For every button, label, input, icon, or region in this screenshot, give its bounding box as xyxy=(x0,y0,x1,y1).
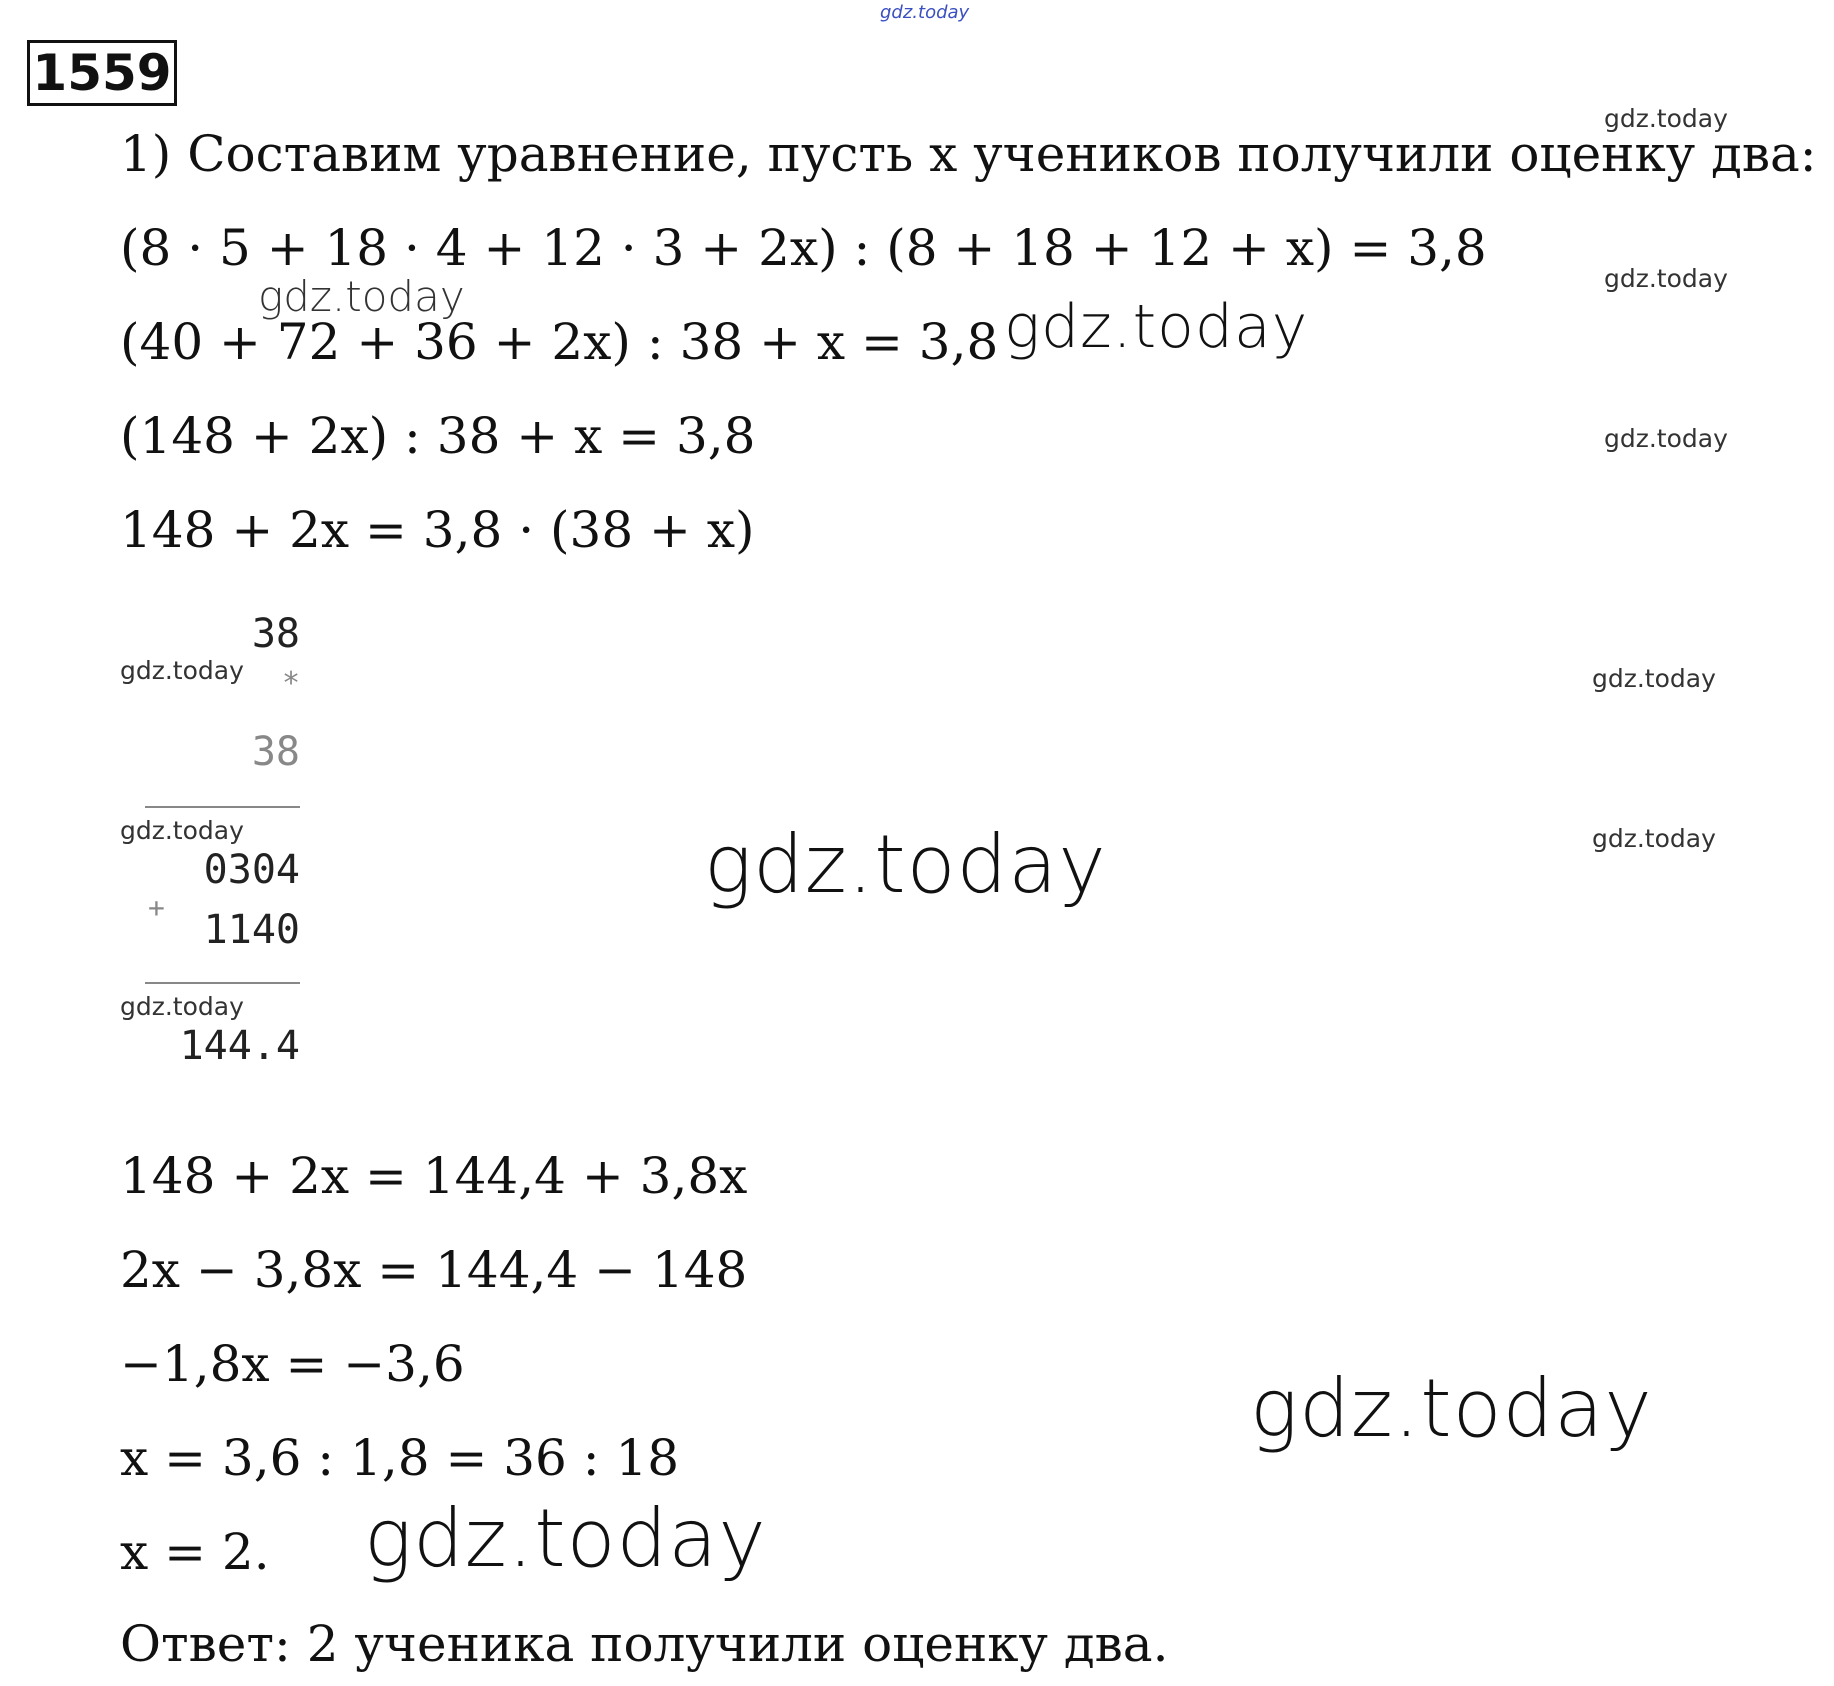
watermark-large: gdz.today xyxy=(1004,292,1309,362)
plus-operator: + xyxy=(148,891,165,924)
watermark-small: gdz.today xyxy=(1592,664,1716,693)
multiplication-rule-2 xyxy=(145,982,300,984)
equation-3: (148 + 2x) : 38 + x = 3,8 xyxy=(120,407,756,465)
watermark-small: gdz.today xyxy=(1592,824,1716,853)
equation-1: (8 · 5 + 18 · 4 + 12 · 3 + 2x) : (8 + 18 + 12 + x) = 3,8 xyxy=(120,219,1487,277)
watermark-small: gdz.today xyxy=(1604,104,1728,133)
watermark-large: gdz.today xyxy=(704,818,1107,911)
equation-4: 148 + 2x = 3,8 · (38 + x) xyxy=(120,501,755,559)
watermark-small: gdz.today xyxy=(1604,424,1728,453)
multiplier: 38 xyxy=(251,729,300,775)
watermark-top: gdz.today xyxy=(880,2,970,23)
equation-8: x = 3,6 : 1,8 = 36 : 18 xyxy=(120,1429,680,1487)
multiplication-rule-1 xyxy=(145,806,300,808)
equation-2: (40 + 72 + 36 + 2x) : 38 + x = 3,8 xyxy=(120,313,999,371)
equation-9: x = 2. xyxy=(120,1523,270,1581)
watermark-small: gdz.today xyxy=(258,272,465,321)
answer: Ответ: 2 ученика получили оценку два. xyxy=(120,1615,1169,1673)
watermark-large: gdz.today xyxy=(364,1492,767,1585)
equation-7: −1,8x = −3,6 xyxy=(120,1335,465,1393)
watermark-small: gdz.today xyxy=(1604,264,1728,293)
equation-5: 148 + 2x = 144,4 + 3,8x xyxy=(120,1147,748,1205)
solution-intro: 1) Составим уравнение, пусть x учеников получили оценку два: xyxy=(120,125,1817,183)
watermark-large: gdz.today xyxy=(1250,1362,1653,1455)
equation-6: 2x − 3,8x = 144,4 − 148 xyxy=(120,1241,748,1299)
watermark-small: gdz.today xyxy=(120,656,244,685)
multiply-operator: * xyxy=(281,666,300,701)
partial-product-2: 1140 xyxy=(203,907,300,953)
multiplication-result: 144.4 xyxy=(179,1023,300,1069)
watermark-small: gdz.today xyxy=(120,992,244,1021)
partial-product-1: 0304 xyxy=(203,847,300,893)
problem-number: 1559 xyxy=(27,40,177,106)
multiplicand: 38 xyxy=(251,611,300,657)
watermark-small: gdz.today xyxy=(120,816,244,845)
